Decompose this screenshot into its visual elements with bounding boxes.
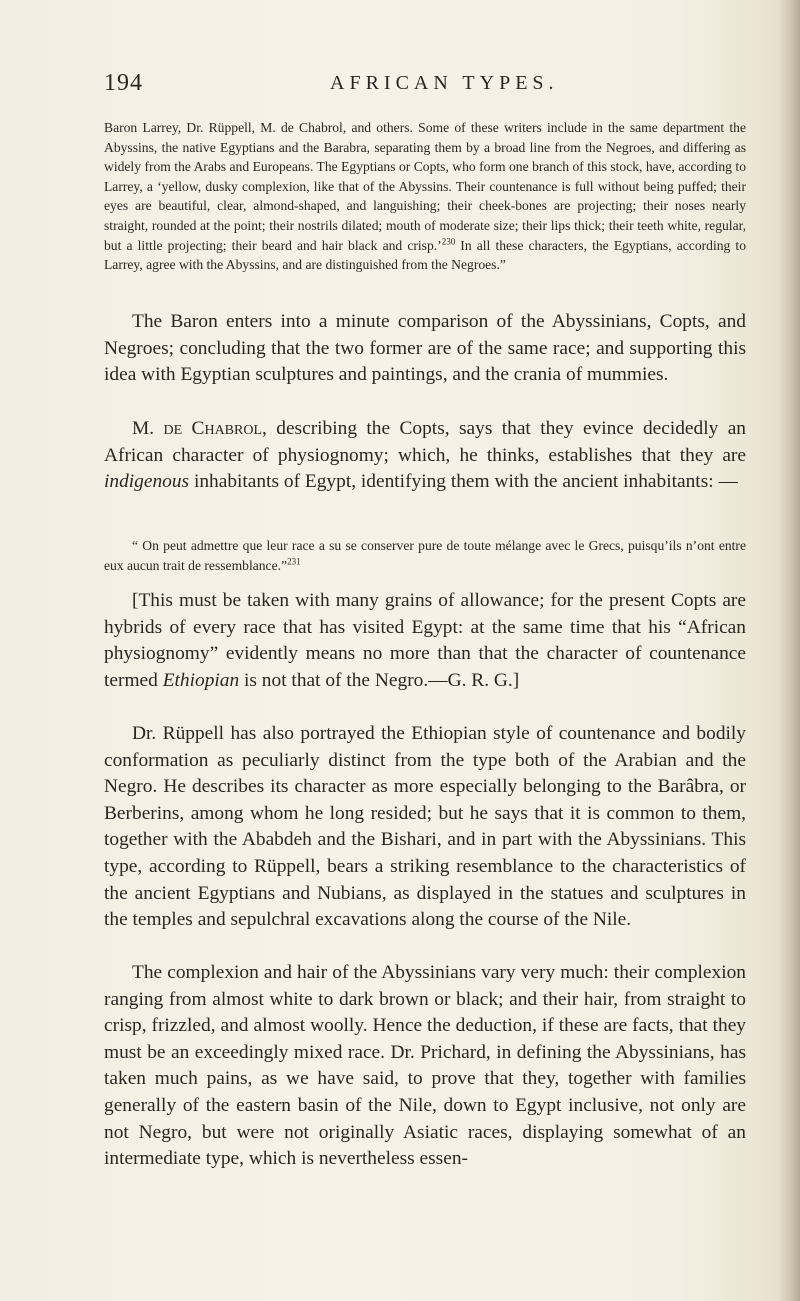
quote-text: Baron Larrey, Dr. Rüppell, M. de Chabrol, and others. Some of these writers include in the same department the Abyssins, the native Egyptians and the Barabra, separating them by a broad line from the Negroes, and differing as widely from the Arabs and Europeans. The Egyptians or Copts, who form one branch of this stock, have, according to Larrey, a ‘yellow, dusky complexion, like that of the Abyssins. Their countenance is full without being puffed; their eyes are beautiful, clear, almond-shaped, and languishing; their cheek-bones are projecting; their noses nearly straight, rounded at the point; their nostrils dilated; mouth of moderate size; their lips thick; their teeth white, regular, but a little projecting; their beard and hair black and crisp.’ (104, 120, 746, 253)
block-quote-larrey (104, 118, 746, 275)
paragraph-editor-note: [This must be taken with many grains of allowance; for the present Copts are hybrids of every race that has visited Egypt: at the same time that his “African physiognomy” evidently means no more than that the character of countenance termed Ethiopian is not that of the Negro.—G. R. G.] (104, 590, 746, 691)
emphasis: Ethiopian (162, 669, 240, 691)
page-edge-shadow (778, 0, 800, 1301)
french-quote (104, 536, 746, 575)
page-number: 194 (104, 70, 143, 96)
footnote-ref: 230 (441, 236, 456, 247)
paragraph-complexion: The complexion and hair of the Abyssinians vary very much: their complexion ranging from almost white to dark brown or black; and their hair, from straight to crisp, frizzled, and almost woolly. Hence the deduction, if these are facts, that they must be an exceedingly mixed race. Dr. Prichard, in defining the Abyssinians, has taken much pains, as we have said, to prove that they, together with families generally of the eastern basin of the Nile, down to Egypt inclusive, not only are not Negro, but were not originally Asiatic races, displaying somewhat of an intermediate type, which is nevertheless essen- (104, 962, 746, 1170)
emphasis: indigenous (104, 471, 190, 493)
footnote-ref: 231 (287, 556, 301, 567)
quote-text-cont: In all these characters, the Egyptians, according to Larrey, agree with the Abyssins, and are distinguished from the Negroes.” (104, 237, 747, 273)
person-name: de Chabrol (163, 418, 263, 439)
quote-text: “ On peut admettre que leur race a su se conserver pure de toute mélange avec le Grecs, puisqu’ils n’ont entre eux aucun trait de ressemblance.” (104, 538, 746, 573)
paragraph-baron: The Baron enters into a minute comparison of the Abyssinians, Copts, and Negroes; concluding that the two former are of the same race; and supporting this idea with Egyptian sculptures and paintings, and the crania of mummies. (104, 311, 746, 386)
running-head: AFRICAN TYPES. (330, 72, 559, 94)
paragraph-ruppell: Dr. Rüppell has also portrayed the Ethiopian style of countenance and bodily conformation as peculiarly distinct from the type both of the Arabian and the Negro. He describes its character as more especially belonging to the Barâbra, or Berberins, among whom he long resided; but he says that it is common to them, together with the Ababdeh and the Bishari, and in part with the Abyssinians. This type, according to Rüppell, bears a striking resemblance to the characteristics of the ancient Egyptians and Nubians, as displayed in the statues and sculptures in the temples and sepulchral excavations along the course of the Nile. (104, 723, 746, 931)
paragraph-chabrol: M. de Chabrol, describing the Copts, says that they evince decidedly an African character of physiognomy; which, he thinks, establishes that they are indigenous inhabitants of Egypt, identifying them with the ancient inhabitants: — (104, 418, 746, 493)
page-header (104, 70, 744, 100)
